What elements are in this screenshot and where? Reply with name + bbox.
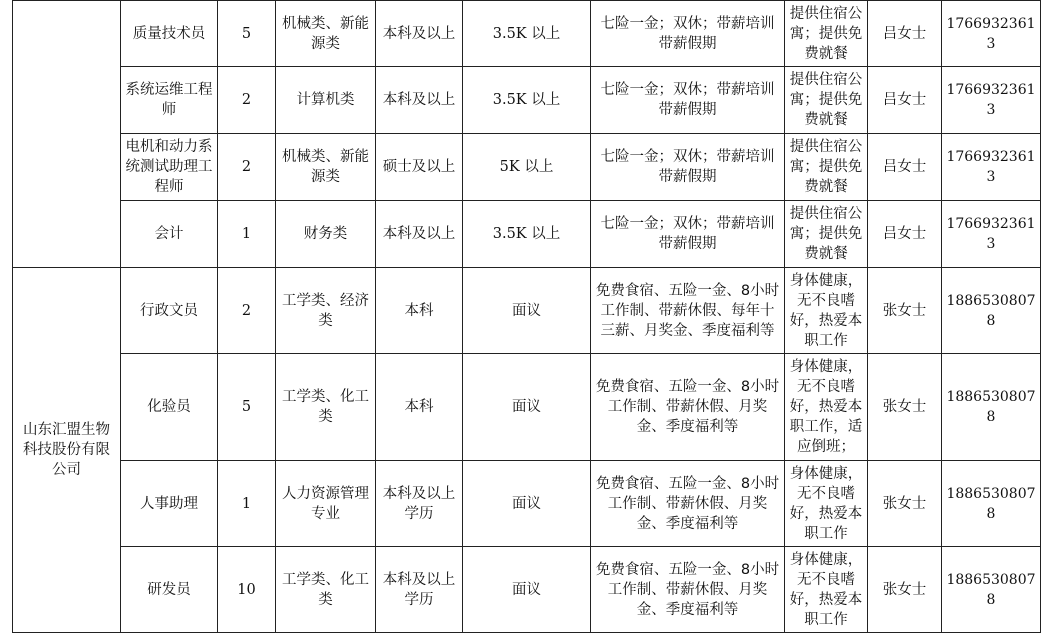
phone-cell: 17669323613 <box>942 201 1041 268</box>
education-cell: 硕士及以上 <box>376 134 463 201</box>
phone-cell: 18865308078 <box>942 547 1041 633</box>
company-cell: 山东汇盟生物科技股份有限公司 <box>13 268 121 633</box>
education-cell: 本科及以上学历 <box>376 461 463 547</box>
contact-cell: 张女士 <box>868 461 942 547</box>
salary-cell: 面议 <box>463 547 591 633</box>
recruitment-table <box>12 0 1041 633</box>
major-cell: 工学类、化工类 <box>276 354 376 461</box>
table-row <box>13 1 1041 67</box>
position-cell: 质量技术员 <box>121 1 218 67</box>
position-cell: 化验员 <box>121 354 218 461</box>
benefits-cell: 七险一金；双休；带薪培训带薪假期 <box>591 201 785 268</box>
table-row <box>13 201 1041 268</box>
benefits-cell: 七险一金；双休；带薪培训带薪假期 <box>591 134 785 201</box>
count-cell: 5 <box>218 1 276 67</box>
salary-cell: 3.5K 以上 <box>463 67 591 134</box>
benefits-cell: 免费食宿、五险一金、8小时工作制、带薪休假、月奖金、季度福利等 <box>591 461 785 547</box>
phone-cell: 18865308078 <box>942 354 1041 461</box>
benefits-cell: 七险一金；双休；带薪培训带薪假期 <box>591 67 785 134</box>
position-cell: 行政文员 <box>121 268 218 354</box>
contact-cell: 张女士 <box>868 547 942 633</box>
position-cell: 研发员 <box>121 547 218 633</box>
table-row <box>13 461 1041 547</box>
salary-cell: 3.5K 以上 <box>463 1 591 67</box>
requirements-cell: 提供住宿公寓；提供免费就餐 <box>785 134 868 201</box>
benefits-cell: 免费食宿、五险一金、8小时工作制、带薪休假、月奖金、季度福利等 <box>591 547 785 633</box>
benefits-cell: 免费食宿、五险一金、8小时工作制、带薪休假、每年十三薪、月奖金、季度福利等 <box>591 268 785 354</box>
contact-cell: 吕女士 <box>868 67 942 134</box>
education-cell: 本科 <box>376 354 463 461</box>
count-cell: 2 <box>218 134 276 201</box>
position-cell: 人事助理 <box>121 461 218 547</box>
count-cell: 1 <box>218 461 276 547</box>
contact-cell: 张女士 <box>868 354 942 461</box>
requirements-cell: 提供住宿公寓；提供免费就餐 <box>785 67 868 134</box>
position-cell: 电机和动力系统测试助理工程师 <box>121 134 218 201</box>
phone-cell: 18865308078 <box>942 461 1041 547</box>
company-cell <box>13 1 121 268</box>
contact-cell: 吕女士 <box>868 201 942 268</box>
education-cell: 本科 <box>376 268 463 354</box>
requirements-cell: 身体健康，无不良嗜好，热爱本职工作 <box>785 268 868 354</box>
salary-cell: 面议 <box>463 461 591 547</box>
salary-cell: 5K 以上 <box>463 134 591 201</box>
education-cell: 本科及以上 <box>376 1 463 67</box>
major-cell: 工学类、化工类 <box>276 547 376 633</box>
requirements-cell: 提供住宿公寓；提供免费就餐 <box>785 1 868 67</box>
contact-cell: 吕女士 <box>868 1 942 67</box>
table-row <box>13 354 1041 461</box>
salary-cell: 3.5K 以上 <box>463 201 591 268</box>
count-cell: 1 <box>218 201 276 268</box>
count-cell: 2 <box>218 67 276 134</box>
requirements-cell: 身体健康，无不良嗜好，热爱本职工作，适应倒班； <box>785 354 868 461</box>
education-cell: 本科及以上学历 <box>376 547 463 633</box>
phone-cell: 18865308078 <box>942 268 1041 354</box>
requirements-cell: 提供住宿公寓；提供免费就餐 <box>785 201 868 268</box>
benefits-cell: 七险一金；双休；带薪培训带薪假期 <box>591 1 785 67</box>
salary-cell: 面议 <box>463 268 591 354</box>
major-cell: 机械类、新能源类 <box>276 134 376 201</box>
position-cell: 系统运维工程师 <box>121 67 218 134</box>
major-cell: 财务类 <box>276 201 376 268</box>
table-row <box>13 547 1041 633</box>
major-cell: 机械类、新能源类 <box>276 1 376 67</box>
count-cell: 5 <box>218 354 276 461</box>
major-cell: 人力资源管理专业 <box>276 461 376 547</box>
phone-cell: 17669323613 <box>942 67 1041 134</box>
salary-cell: 面议 <box>463 354 591 461</box>
major-cell: 工学类、经济类 <box>276 268 376 354</box>
contact-cell: 吕女士 <box>868 134 942 201</box>
position-cell: 会计 <box>121 201 218 268</box>
count-cell: 2 <box>218 268 276 354</box>
phone-cell: 17669323613 <box>942 134 1041 201</box>
benefits-cell: 免费食宿、五险一金、8小时工作制、带薪休假、月奖金、季度福利等 <box>591 354 785 461</box>
contact-cell: 张女士 <box>868 268 942 354</box>
phone-cell: 17669323613 <box>942 1 1041 67</box>
table-row <box>13 134 1041 201</box>
education-cell: 本科及以上 <box>376 67 463 134</box>
education-cell: 本科及以上 <box>376 201 463 268</box>
count-cell: 10 <box>218 547 276 633</box>
major-cell: 计算机类 <box>276 67 376 134</box>
table-row <box>13 268 1041 354</box>
table-row <box>13 67 1041 134</box>
requirements-cell: 身体健康，无不良嗜好，热爱本职工作 <box>785 461 868 547</box>
requirements-cell: 身体健康，无不良嗜好，热爱本职工作 <box>785 547 868 633</box>
